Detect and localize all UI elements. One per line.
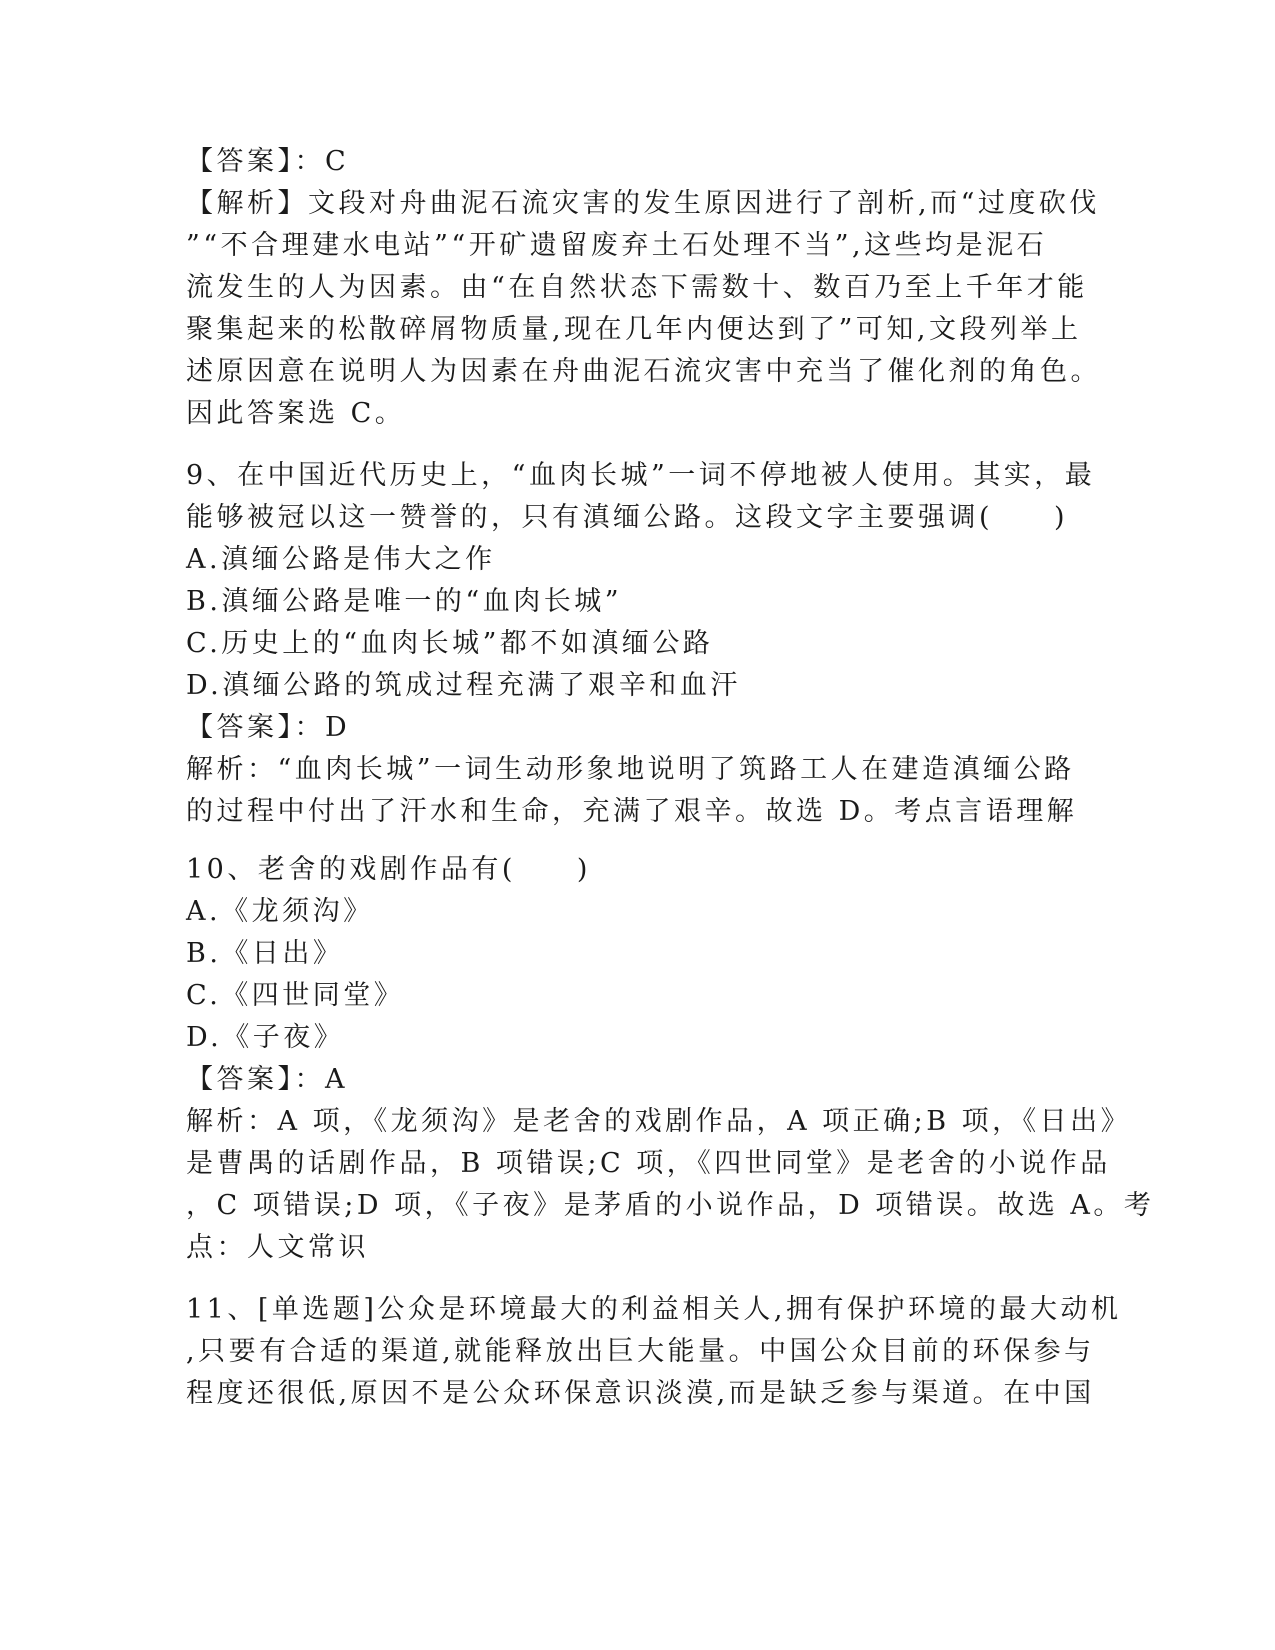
q10-explanation-line: ，C 项错误;D 项，《子夜》是茅盾的小说作品，D 项错误。故选 A。考 <box>186 1190 1155 1221</box>
q10-option-a: A.《龙须沟》 <box>186 896 374 927</box>
q10-stem-line: 10、老舍的戏剧作品有( ) <box>186 854 591 885</box>
q8-explanation-line: 因此答案选 C。 <box>186 398 406 429</box>
q10-answer: 【答案】：A <box>186 1064 348 1095</box>
q8-explanation-line: 述原因意在说明人为因素在舟曲泥石流灾害中充当了催化剂的角色。 <box>186 356 1101 387</box>
q9-explanation-line: 的过程中付出了汗水和生命，充满了艰辛。故选 D。考点言语理解 <box>186 796 1078 827</box>
q9-explanation-line: 解析：“血肉长城”一词生动形象地说明了筑路工人在建造滇缅公路 <box>186 754 1075 785</box>
q9-option-d: D.滇缅公路的筑成过程充满了艰辛和血汗 <box>186 670 741 701</box>
q9-stem-line: 9、在中国近代历史上，“血肉长城”一词不停地被人使用。其实，最 <box>186 460 1096 491</box>
q10-option-b: B.《日出》 <box>186 938 344 969</box>
q11-stem-line: 程度还很低,原因不是公众环保意识淡漠,而是缺乏参与渠道。在中国 <box>186 1378 1095 1409</box>
q11-stem-line: ,只要有合适的渠道,就能释放出巨大能量。中国公众目前的环保参与 <box>186 1336 1095 1367</box>
q8-explanation-line: 【解析】文段对舟曲泥石流灾害的发生原因进行了剖析,而“过度砍伐 <box>186 188 1100 219</box>
q10-option-d: D.《子夜》 <box>186 1022 345 1053</box>
q8-explanation-line: 流发生的人为因素。由“在自然状态下需数十、数百乃至上千年才能 <box>186 272 1088 303</box>
q9-option-b: B.滇缅公路是唯一的“血肉长城” <box>186 586 623 617</box>
q8-explanation-line: ”“不合理建水电站”“开矿遗留废弃土石处理不当”,这些均是泥石 <box>186 230 1048 261</box>
q8-explanation-line: 聚集起来的松散碎屑物质量,现在几年内便达到了”可知,文段列举上 <box>186 314 1082 345</box>
q10-explanation-line: 点：人文常识 <box>186 1232 369 1263</box>
q8-answer: 【答案】：C <box>186 146 350 177</box>
q10-explanation-line: 是曹禺的话剧作品，B 项错误;C 项，《四世同堂》是老舍的小说作品 <box>186 1148 1111 1179</box>
q9-answer: 【答案】：D <box>186 712 351 743</box>
q10-option-c: C.《四世同堂》 <box>186 980 405 1011</box>
q9-option-a: A.滇缅公路是伟大之作 <box>186 544 496 575</box>
q11-stem-line: 11、[单选题]公众是环境最大的利益相关人,拥有保护环境的最大动机 <box>186 1294 1122 1325</box>
q9-stem-line: 能够被冠以这一赞誉的，只有滇缅公路。这段文字主要强调( ) <box>186 502 1069 533</box>
q9-option-c: C.历史上的“血肉长城”都不如滇缅公路 <box>186 628 714 659</box>
q10-explanation-line: 解析：A 项，《龙须沟》是老舍的戏剧作品，A 项正确;B 项，《日出》 <box>186 1106 1132 1137</box>
